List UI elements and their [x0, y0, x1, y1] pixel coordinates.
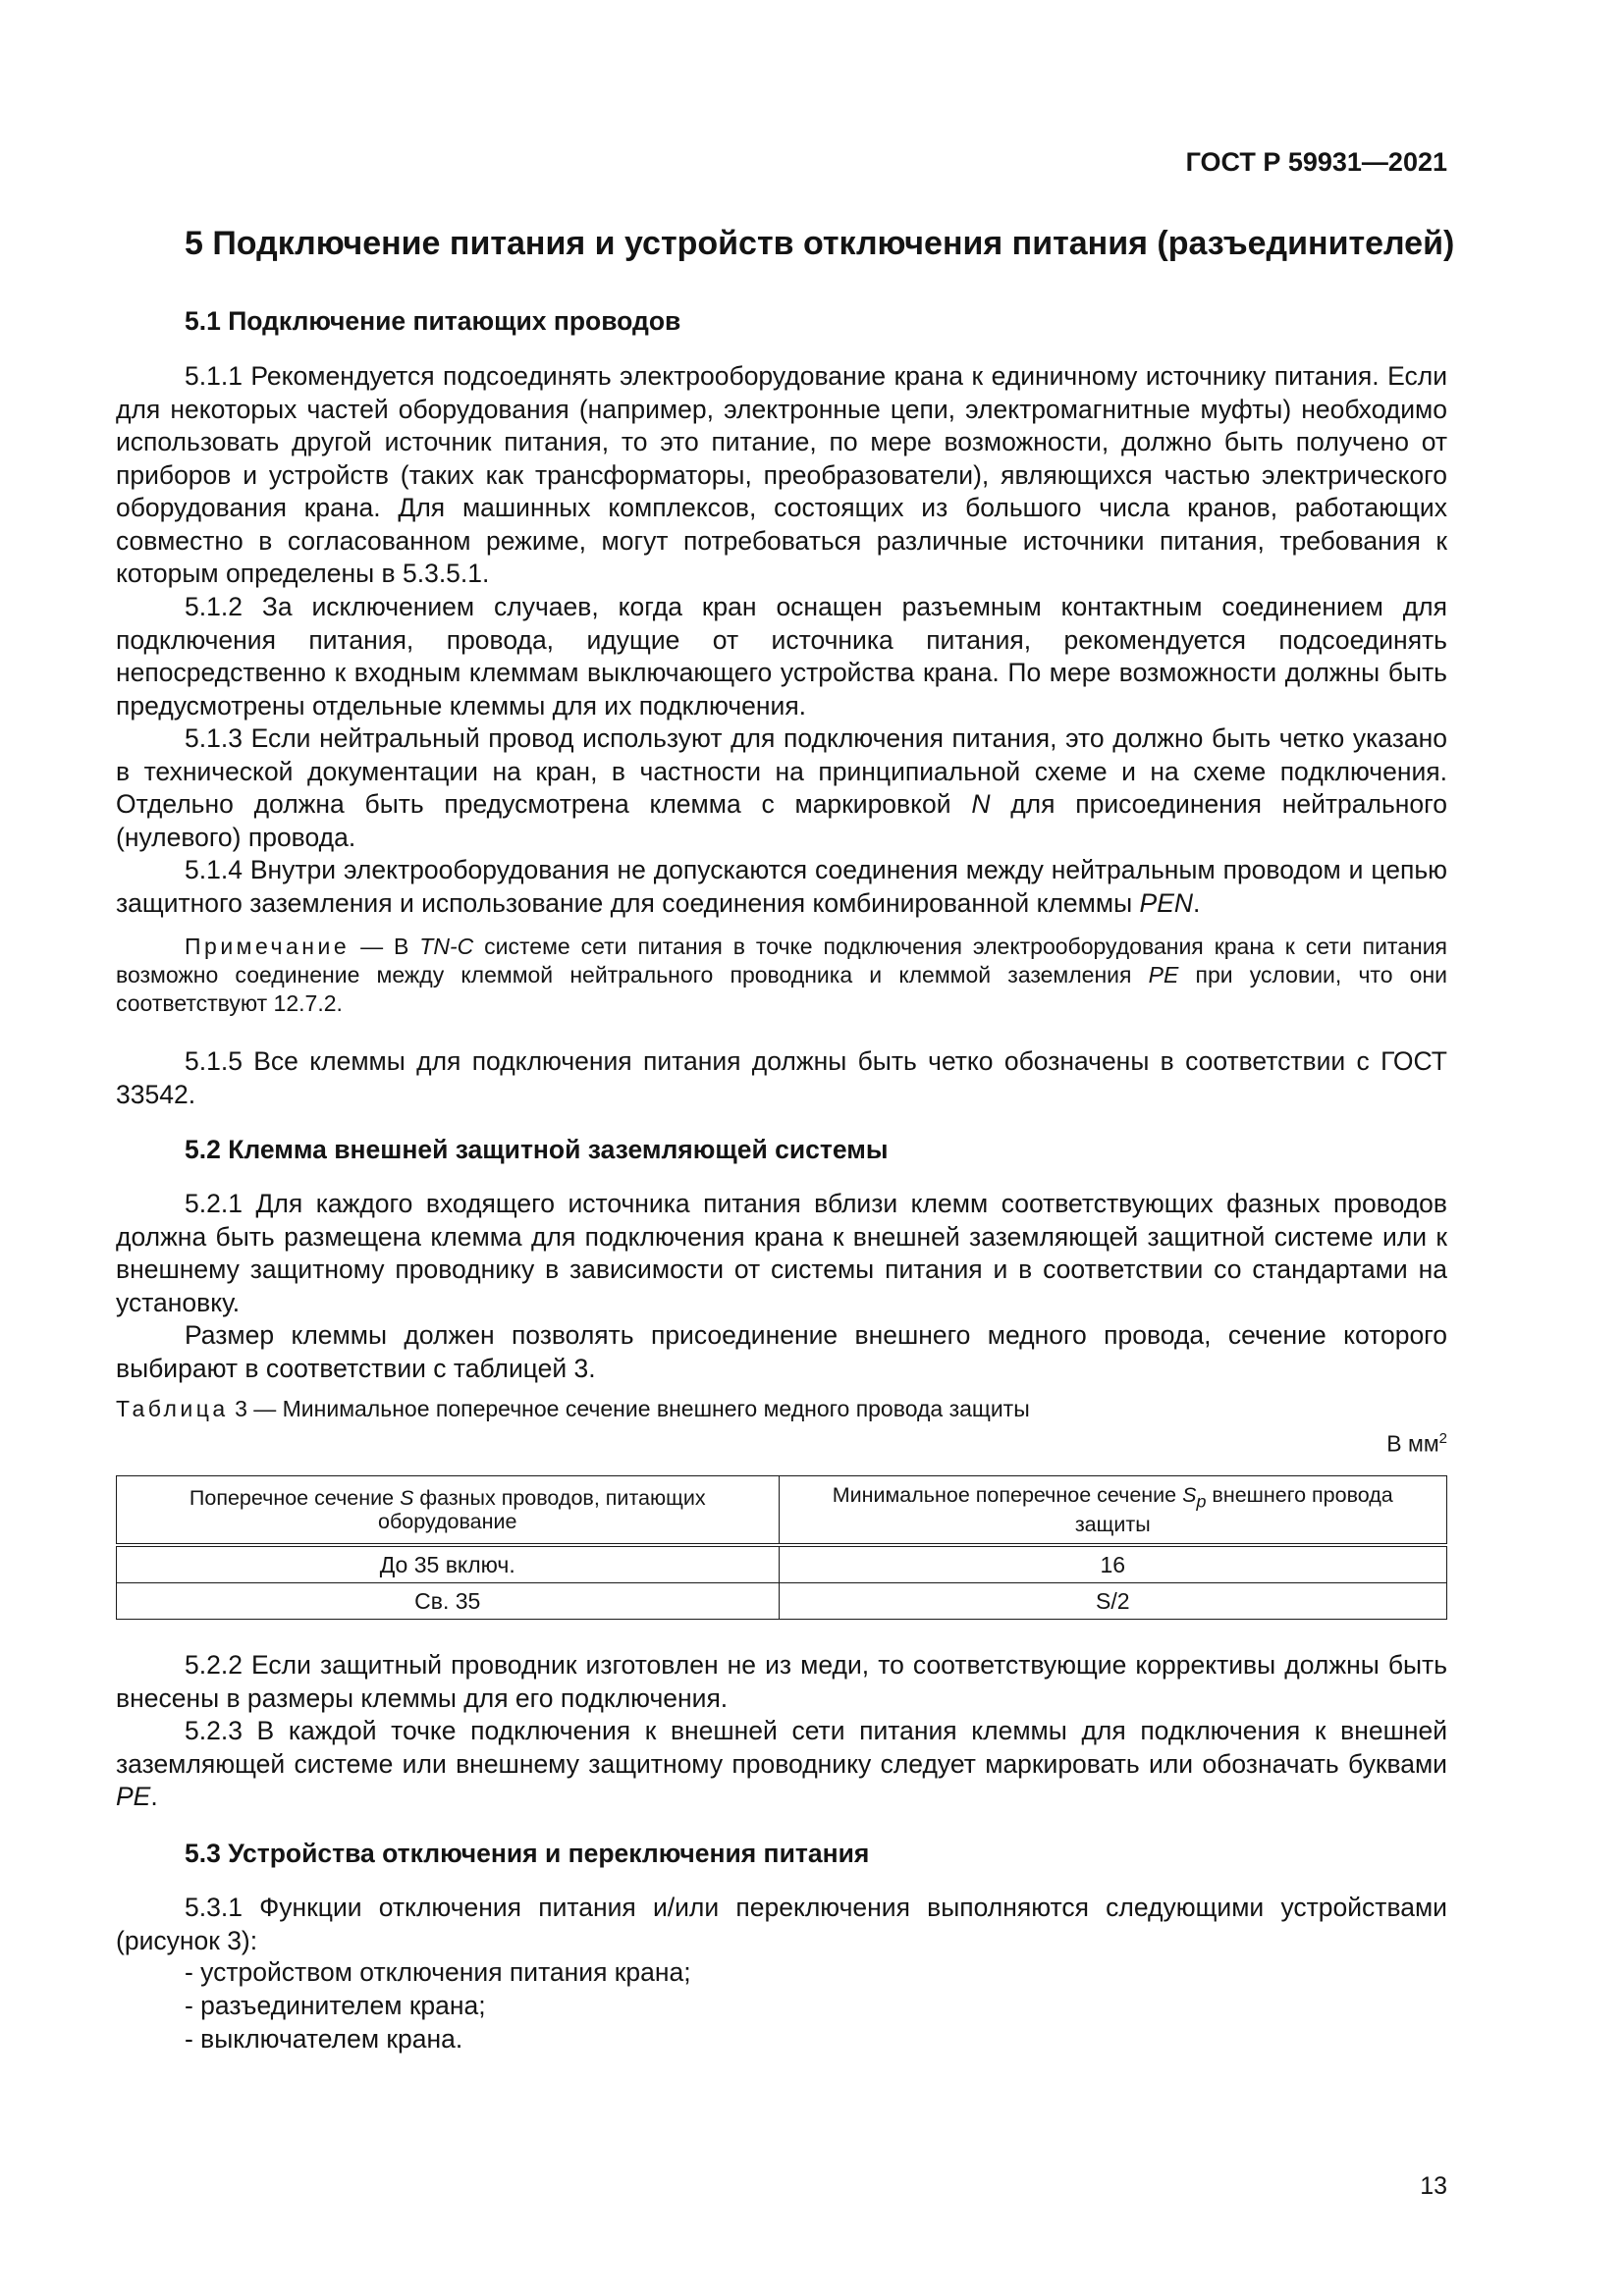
- paragraph-5-1-1: 5.1.1 Рекомендуется подсоединять электрооборудование крана к единичному источнику питания. Если для некоторых частей оборудования (например, электронные цепи, электромагнитные муфты) необходимо использовать другой источник питания, то это питание, по мере возможности, должно быть получено от приборов и устройств (таких как трансформаторы, преобразователи), являющихся частью электрического оборудования крана. Для машинных комплексов, состоящих из большого числа кранов, работающих совместно в согласованном режиме, могут потребоваться различные источники питания, требования к которым определены в 5.3.5.1.: [116, 361, 1447, 588]
- marking-pe: PE: [116, 1782, 151, 1811]
- paragraph-5-2-1-b: Размер клеммы должен позволять присоединение внешнего медного провода, сечение которого выбирают в соответствии с таблицей 3.: [116, 1320, 1447, 1383]
- table-header-cell: Минимальное поперечное сечение $S_p$ внешнего провода защиты: [779, 1476, 1447, 1546]
- paragraph-5-1-2: 5.1.2 За исключением случаев, когда кран оснащен разъемным контактным соединением для подключения питания, провода, идущие от источника питания, рекомендуется подсоединять непосредственно к входным клеммам выключающего устройства крана. По мере возможности должны быть предусмотрены отдельные клеммы для их подключения.: [116, 592, 1447, 721]
- paragraph-5-3-1: 5.3.1 Функции отключения питания и/или переключения выполняются следующими устройствами (рисунок 3):: [116, 1893, 1447, 1955]
- table-header-cell: Поперечное сечение S фазных проводов, питающих оборудование: [117, 1476, 780, 1546]
- paragraph-5-1-4: 5.1.4 Внутри электрооборудования не допускаются соединения между нейтральным проводом и цепью защитного заземления и использование для соединения комбинированной клеммы PEN.: [116, 855, 1447, 918]
- table-cell: S/2: [779, 1583, 1447, 1620]
- table-3-unit: В $мм^2$: [1386, 1430, 1447, 1457]
- table-cell: 16: [779, 1545, 1447, 1583]
- list-item: - устройством отключения питания крана;: [185, 1957, 691, 1987]
- paragraph-5-1-3: 5.1.3 Если нейтральный провод используют для подключения питания, это должно быть четко указано в технической документации на кран, в частности на принципиальной схеме и на схеме подключения. Отдельно должна быть предусмотрена клемма с маркировкой N для присоединения нейтрального (нулевого) провода.: [116, 723, 1447, 852]
- note: Примечание — В TN-C системе сети питания в точке подключения электрооборудования крана к сети питания возможно соединение между клеммой нейтрального проводника и клеммой заземления PE при условии, что они соответствуют 12.7.2.: [116, 934, 1448, 1016]
- table-row: [117, 1583, 1447, 1620]
- table-cell: До 35 включ.: [117, 1545, 780, 1583]
- paragraph-5-2-1: 5.2.1 Для каждого входящего источника питания вблизи клемм соответствующих фазных проводов должна быть размещена клемма для подключения крана к внешней заземляющей защитной системе или к внешнему защитному проводнику в зависимости от системы питания и в соответствии со стандартами на установку.: [116, 1189, 1447, 1317]
- subsection-5-2-title: 5.2 Клемма внешней защитной заземляющей системы: [185, 1135, 889, 1164]
- marking-pen: PEN: [1139, 887, 1194, 918]
- list-item: - разъединителем крана;: [185, 1991, 486, 2020]
- table-row: [117, 1545, 1447, 1583]
- page-number: 13: [1420, 2172, 1447, 2200]
- document-page: [116, 0, 1455, 2296]
- paragraph-5-1-5: 5.1.5 Все клеммы для подключения питания должны быть четко обозначены в соответствии с ГОСТ 33542.: [116, 1046, 1447, 1109]
- marking-n: N: [971, 789, 991, 819]
- document-code: ГОСТ Р 59931—2021: [1185, 147, 1447, 177]
- paragraph-5-2-3: 5.2.3 В каждой точке подключения к внешней сети питания клеммы для подключения к внешней заземляющей системе или внешнему защитному проводнику следует маркировать или обозначать буквами PE.: [116, 1716, 1447, 1811]
- section-title: 5 Подключение питания и устройств отключения питания (разъединителей): [185, 225, 1455, 262]
- table-3: [116, 1475, 1447, 1620]
- subsection-5-1-title: 5.1 Подключение питающих проводов: [185, 306, 681, 336]
- paragraph-5-2-2: 5.2.2 Если защитный проводник изготовлен не из меди, то соответствующие коррективы должны быть внесены в размеры клеммы для его подключения.: [116, 1650, 1447, 1713]
- list-item: - выключателем крана.: [185, 2024, 463, 2054]
- table-cell: Св. 35: [117, 1583, 780, 1620]
- table-header-row: [117, 1476, 1447, 1546]
- note-label: Примечание: [185, 934, 351, 959]
- table-3-caption: Таблица 3 — Минимальное поперечное сечение внешнего медного провода защиты: [116, 1396, 1030, 1421]
- subsection-5-3-title: 5.3 Устройства отключения и переключения питания: [185, 1839, 870, 1868]
